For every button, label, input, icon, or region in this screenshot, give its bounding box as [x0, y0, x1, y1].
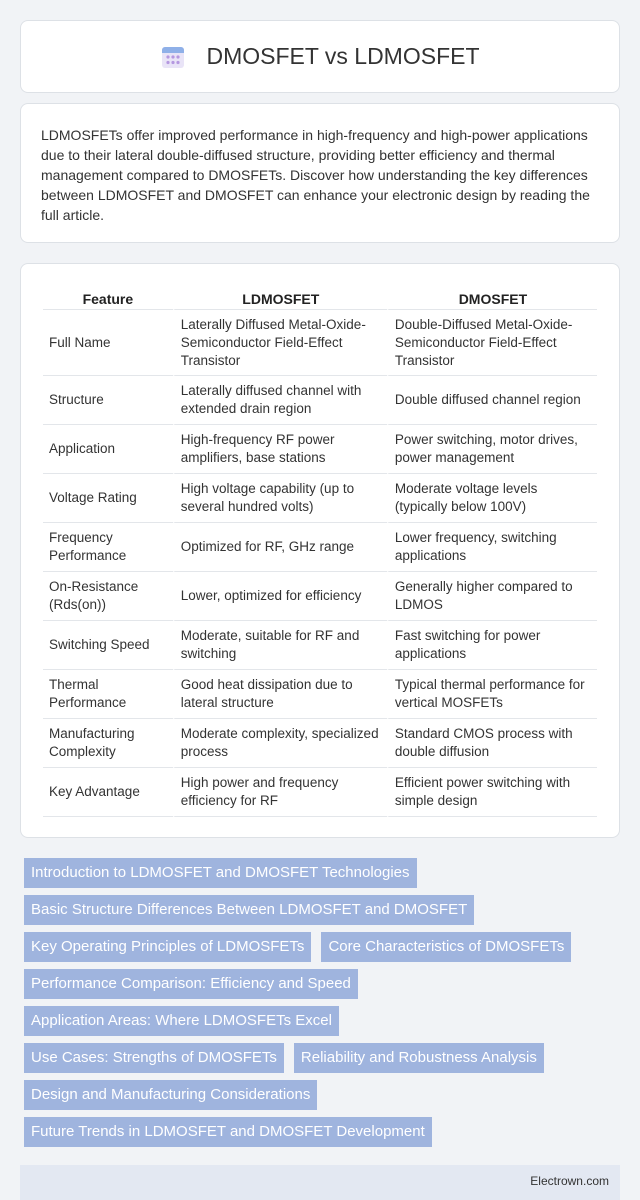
- cell-dmosfet: Moderate voltage levels (typically below 100V): [387, 474, 597, 523]
- footer-site[interactable]: Electrown.com: [530, 1174, 609, 1188]
- table-row: [43, 310, 597, 376]
- table-row: [43, 572, 597, 621]
- header-ldmosfet: LDMOSFET: [173, 284, 387, 310]
- cell-ldmosfet: Laterally Diffused Metal-Oxide-Semiconductor Field-Effect Transistor: [173, 310, 387, 376]
- header-dmosfet: DMOSFET: [387, 284, 597, 310]
- cell-dmosfet: Standard CMOS process with double diffusion: [387, 719, 597, 768]
- tag-row: [20, 895, 620, 925]
- table-header-row: [43, 284, 597, 310]
- cell-feature: Application: [43, 425, 173, 474]
- cell-feature: Switching Speed: [43, 621, 173, 670]
- table-body: [43, 310, 597, 817]
- topic-tag-link[interactable]: Future Trends in LDMOSFET and DMOSFET Development: [24, 1117, 432, 1147]
- table-row: [43, 425, 597, 474]
- cell-feature: Structure: [43, 376, 173, 425]
- title-wrap: [160, 43, 479, 70]
- cell-dmosfet: Double diffused channel region: [387, 376, 597, 425]
- topic-tag-link[interactable]: Design and Manufacturing Considerations: [24, 1080, 317, 1110]
- cell-ldmosfet: High-frequency RF power amplifiers, base stations: [173, 425, 387, 474]
- cell-dmosfet: Double-Diffused Metal-Oxide-Semiconductor Field-Effect Transistor: [387, 310, 597, 376]
- cell-ldmosfet: Moderate complexity, specialized process: [173, 719, 387, 768]
- table-row: [43, 621, 597, 670]
- intro-text: LDMOSFETs offer improved performance in high-frequency and high-power applications due to their lateral double-diffused structure, providing better efficiency and thermal management compared to DMOSFETs. Discover how understanding the key differences between LDMOSFET and DMOSFET can enhance your electronic design by reading the full article.: [41, 127, 590, 223]
- topic-tag-link[interactable]: Key Operating Principles of LDMOSFETs: [24, 932, 311, 962]
- page-title: DMOSFET vs LDMOSFET: [206, 43, 480, 69]
- cell-feature: Manufacturing Complexity: [43, 719, 173, 768]
- cell-ldmosfet: Moderate, suitable for RF and switching: [173, 621, 387, 670]
- tag-row: [20, 858, 620, 888]
- cell-ldmosfet: High power and frequency efficiency for RF: [173, 768, 387, 817]
- tag-row: [20, 969, 620, 999]
- header-card: [20, 20, 620, 93]
- tag-row: [20, 1080, 620, 1110]
- cell-dmosfet: Generally higher compared to LDMOS: [387, 572, 597, 621]
- tag-row: [20, 1117, 620, 1147]
- topic-tag-link[interactable]: Introduction to LDMOSFET and DMOSFET Technologies: [24, 858, 417, 888]
- intro-card: [20, 103, 620, 243]
- cell-ldmosfet: High voltage capability (up to several hundred volts): [173, 474, 387, 523]
- table-row: [43, 670, 597, 719]
- cell-feature: Thermal Performance: [43, 670, 173, 719]
- table-row: [43, 523, 597, 572]
- table-row: [43, 719, 597, 768]
- table-row: [43, 376, 597, 425]
- cell-feature: Full Name: [43, 310, 173, 376]
- table-row: [43, 474, 597, 523]
- cell-feature: Voltage Rating: [43, 474, 173, 523]
- topic-tag-link[interactable]: Application Areas: Where LDMOSFETs Excel: [24, 1006, 339, 1036]
- cell-dmosfet: Typical thermal performance for vertical MOSFETs: [387, 670, 597, 719]
- topic-tags: [20, 858, 620, 1154]
- topic-tag-link[interactable]: Use Cases: Strengths of DMOSFETs: [24, 1043, 284, 1073]
- topic-tag-link[interactable]: Basic Structure Differences Between LDMOSFET and DMOSFET: [24, 895, 474, 925]
- header-feature: Feature: [43, 284, 173, 310]
- topic-tag-link[interactable]: Core Characteristics of DMOSFETs: [321, 932, 571, 962]
- cell-dmosfet: Efficient power switching with simple design: [387, 768, 597, 817]
- cell-feature: Key Advantage: [43, 768, 173, 817]
- calendar-icon: [160, 44, 186, 70]
- cell-dmosfet: Fast switching for power applications: [387, 621, 597, 670]
- comparison-card: [20, 263, 620, 838]
- cell-feature: On-Resistance (Rds(on)): [43, 572, 173, 621]
- cell-ldmosfet: Optimized for RF, GHz range: [173, 523, 387, 572]
- cell-dmosfet: Lower frequency, switching applications: [387, 523, 597, 572]
- topic-tag-link[interactable]: Reliability and Robustness Analysis: [294, 1043, 544, 1073]
- tag-row: [20, 1006, 620, 1036]
- footer: [20, 1165, 620, 1200]
- cell-ldmosfet: Good heat dissipation due to lateral structure: [173, 670, 387, 719]
- cell-feature: Frequency Performance: [43, 523, 173, 572]
- tag-row: [20, 932, 620, 962]
- cell-ldmosfet: Laterally diffused channel with extended drain region: [173, 376, 387, 425]
- comparison-table: [43, 284, 597, 817]
- cell-dmosfet: Power switching, motor drives, power management: [387, 425, 597, 474]
- cell-ldmosfet: Lower, optimized for efficiency: [173, 572, 387, 621]
- topic-tag-link[interactable]: Performance Comparison: Efficiency and Speed: [24, 969, 358, 999]
- table-row: [43, 768, 597, 817]
- tag-row: [20, 1043, 620, 1073]
